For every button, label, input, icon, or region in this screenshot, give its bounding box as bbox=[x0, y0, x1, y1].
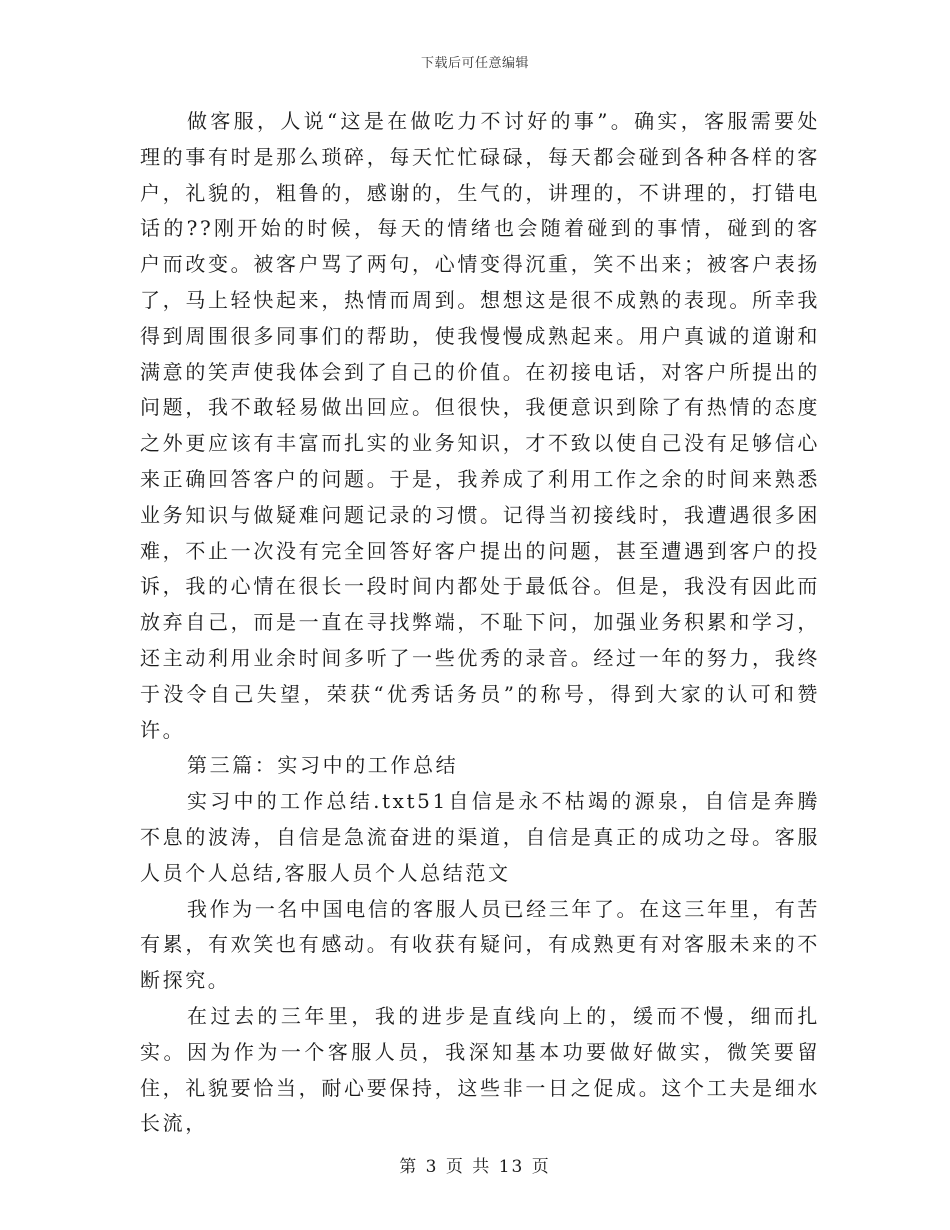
paragraph-customer-service: 做客服，人说“这是在做吃力不讨好的事”。确实，客服需要处理的事有时是那么琐碎，每天忙忙碌碌，每天都会碰到各种各样的客户，礼貌的，粗鲁的，感谢的，生气的，讲理的，不讲理的，打错电话的??刚开始的时候，每天的情绪也会随着碰到的事情，碰到的客户而改变。被客户骂了两句，心情变得沉重，笑不出来；被客户表扬了，马上轻快起来，热情而周到。想想这是很不成熟的表现。所幸我得到周围很多同事们的帮助，使我慢慢成熟起来。用户真诚的道谢和满意的笑声使我体会到了自己的价值。在初接电话，对客户所提出的问题，我不敢轻易做出回应。但很快，我便意识到除了有热情的态度之外更应该有丰富而扎实的业务知识，才不致以使自己没有足够信心来正确回答客户的问题。于是，我养成了利用工作之余的时间来熟悉业务知识与做疑难问题记录的习惯。记得当初接线时，我遭遇很多困难，不止一次没有完全回答好客户提出的问题，甚至遭遇到客户的投诉，我的心情在很长一段时间内都处于最低谷。但是，我没有因此而放弃自己，而是一直在寻找弊端，不耻下问，加强业务积累和学习，还主动利用业余时间多听了一些优秀的录音。经过一年的努力，我终于没令自己失望，荣获“优秀话务员”的称号，得到大家的认可和赞许。 bbox=[140, 109, 820, 742]
paragraph-three-years: 我作为一名中国电信的客服人员已经三年了。在这三年里，有苦有累，有欢笑也有感动。有收获有疑问，有成熟更有对客服未来的不断探究。 bbox=[140, 896, 820, 993]
document-body bbox=[140, 104, 820, 1142]
page-header: 下载后可任意编辑 bbox=[420, 56, 529, 71]
paragraph-internship-summary: 实习中的工作总结.txt51自信是永不枯竭的源泉，自信是奔腾不息的波涛，自信是急流奋进的渠道，自信是真正的成功之母。客服人员个人总结,客服人员个人总结范文 bbox=[140, 789, 820, 885]
page-number: 第 3 页 共 13 页 bbox=[399, 1157, 551, 1177]
section-heading: 第三篇：实习中的工作总结 bbox=[187, 753, 459, 778]
paragraph-progress: 在过去的三年里，我的进步是直线向上的，缓而不慢，细而扎实。因为作为一个客服人员，我深知基本功要做好做实，微笑要留住，礼貌要恰当，耐心要保持，这些非一日之促成。这个工夫是细水长流， bbox=[140, 1003, 820, 1136]
